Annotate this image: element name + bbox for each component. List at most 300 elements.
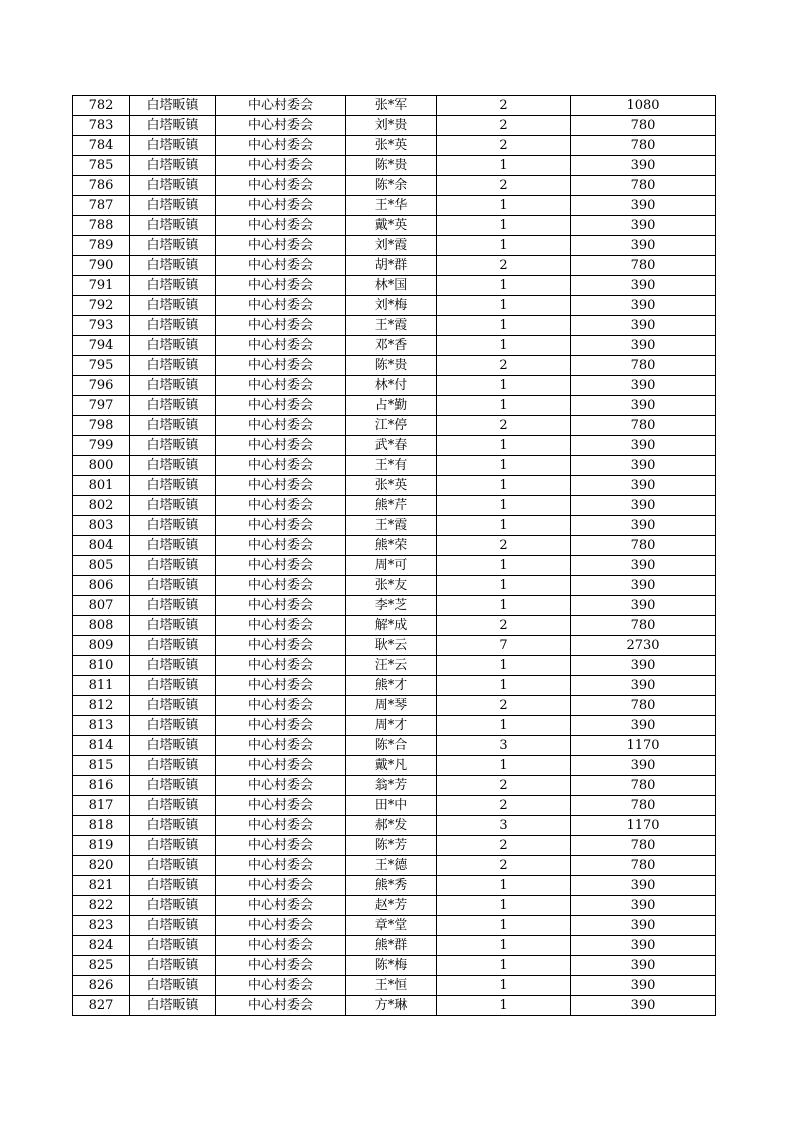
- table-row: [73, 876, 716, 896]
- village-committee-cell: 中心村委会: [216, 476, 346, 496]
- village-committee-cell: 中心村委会: [216, 156, 346, 176]
- table-row: [73, 436, 716, 456]
- name-cell: 胡*群: [346, 256, 437, 276]
- town-cell: 白塔畈镇: [130, 596, 216, 616]
- row-number-cell: 810: [73, 656, 130, 676]
- town-cell: 白塔畈镇: [130, 416, 216, 436]
- amount-cell: 780: [571, 616, 716, 636]
- town-cell: 白塔畈镇: [130, 96, 216, 116]
- town-cell: 白塔畈镇: [130, 376, 216, 396]
- village-committee-cell: 中心村委会: [216, 96, 346, 116]
- amount-cell: 390: [571, 996, 716, 1016]
- table-row: [73, 216, 716, 236]
- village-committee-cell: 中心村委会: [216, 396, 346, 416]
- row-number-cell: 794: [73, 336, 130, 356]
- count-cell: 2: [437, 256, 571, 276]
- count-cell: 1: [437, 276, 571, 296]
- town-cell: 白塔畈镇: [130, 756, 216, 776]
- name-cell: 张*友: [346, 576, 437, 596]
- count-cell: 1: [437, 296, 571, 316]
- row-number-cell: 811: [73, 676, 130, 696]
- amount-cell: 390: [571, 936, 716, 956]
- count-cell: 2: [437, 136, 571, 156]
- town-cell: 白塔畈镇: [130, 836, 216, 856]
- table-row: [73, 636, 716, 656]
- row-number-cell: 824: [73, 936, 130, 956]
- name-cell: 陈*合: [346, 736, 437, 756]
- village-committee-cell: 中心村委会: [216, 736, 346, 756]
- amount-cell: 780: [571, 356, 716, 376]
- roster-table-body: [73, 96, 716, 1016]
- table-row: [73, 316, 716, 336]
- amount-cell: 780: [571, 256, 716, 276]
- village-committee-cell: 中心村委会: [216, 136, 346, 156]
- row-number-cell: 806: [73, 576, 130, 596]
- row-number-cell: 800: [73, 456, 130, 476]
- name-cell: 戴*凡: [346, 756, 437, 776]
- count-cell: 3: [437, 816, 571, 836]
- name-cell: 武*春: [346, 436, 437, 456]
- amount-cell: 780: [571, 416, 716, 436]
- name-cell: 陈*贵: [346, 356, 437, 376]
- table-row: [73, 396, 716, 416]
- town-cell: 白塔畈镇: [130, 816, 216, 836]
- count-cell: 2: [437, 176, 571, 196]
- village-committee-cell: 中心村委会: [216, 696, 346, 716]
- row-number-cell: 802: [73, 496, 130, 516]
- village-committee-cell: 中心村委会: [216, 196, 346, 216]
- village-committee-cell: 中心村委会: [216, 836, 346, 856]
- name-cell: 王*有: [346, 456, 437, 476]
- row-number-cell: 786: [73, 176, 130, 196]
- village-committee-cell: 中心村委会: [216, 756, 346, 776]
- name-cell: 郝*发: [346, 816, 437, 836]
- village-committee-cell: 中心村委会: [216, 336, 346, 356]
- count-cell: 1: [437, 476, 571, 496]
- amount-cell: 390: [571, 476, 716, 496]
- village-committee-cell: 中心村委会: [216, 356, 346, 376]
- amount-cell: 780: [571, 696, 716, 716]
- village-committee-cell: 中心村委会: [216, 376, 346, 396]
- name-cell: 田*中: [346, 796, 437, 816]
- amount-cell: 390: [571, 436, 716, 456]
- amount-cell: 780: [571, 836, 716, 856]
- count-cell: 2: [437, 356, 571, 376]
- table-row: [73, 456, 716, 476]
- count-cell: 1: [437, 456, 571, 476]
- amount-cell: 390: [571, 576, 716, 596]
- name-cell: 王*华: [346, 196, 437, 216]
- row-number-cell: 817: [73, 796, 130, 816]
- name-cell: 刘*霞: [346, 236, 437, 256]
- count-cell: 2: [437, 416, 571, 436]
- amount-cell: 390: [571, 276, 716, 296]
- table-row: [73, 536, 716, 556]
- village-committee-cell: 中心村委会: [216, 616, 346, 636]
- village-committee-cell: 中心村委会: [216, 636, 346, 656]
- amount-cell: 390: [571, 676, 716, 696]
- name-cell: 王*恒: [346, 976, 437, 996]
- table-row: [73, 376, 716, 396]
- row-number-cell: 809: [73, 636, 130, 656]
- amount-cell: 390: [571, 396, 716, 416]
- town-cell: 白塔畈镇: [130, 396, 216, 416]
- name-cell: 熊*荣: [346, 536, 437, 556]
- table-row: [73, 696, 716, 716]
- roster-table: [72, 95, 716, 1016]
- table-row: [73, 136, 716, 156]
- table-row: [73, 416, 716, 436]
- count-cell: 1: [437, 976, 571, 996]
- count-cell: 1: [437, 316, 571, 336]
- row-number-cell: 788: [73, 216, 130, 236]
- village-committee-cell: 中心村委会: [216, 856, 346, 876]
- row-number-cell: 816: [73, 776, 130, 796]
- name-cell: 张*军: [346, 96, 437, 116]
- name-cell: 周*琴: [346, 696, 437, 716]
- count-cell: 1: [437, 556, 571, 576]
- row-number-cell: 819: [73, 836, 130, 856]
- town-cell: 白塔畈镇: [130, 156, 216, 176]
- town-cell: 白塔畈镇: [130, 576, 216, 596]
- table-row: [73, 956, 716, 976]
- count-cell: 3: [437, 736, 571, 756]
- count-cell: 2: [437, 836, 571, 856]
- table-row: [73, 916, 716, 936]
- row-number-cell: 820: [73, 856, 130, 876]
- town-cell: 白塔畈镇: [130, 216, 216, 236]
- town-cell: 白塔畈镇: [130, 876, 216, 896]
- village-committee-cell: 中心村委会: [216, 556, 346, 576]
- amount-cell: 1170: [571, 736, 716, 756]
- town-cell: 白塔畈镇: [130, 316, 216, 336]
- table-row: [73, 296, 716, 316]
- row-number-cell: 826: [73, 976, 130, 996]
- table-row: [73, 896, 716, 916]
- amount-cell: 390: [571, 756, 716, 776]
- amount-cell: 780: [571, 176, 716, 196]
- row-number-cell: 798: [73, 416, 130, 436]
- row-number-cell: 799: [73, 436, 130, 456]
- village-committee-cell: 中心村委会: [216, 436, 346, 456]
- row-number-cell: 797: [73, 396, 130, 416]
- town-cell: 白塔畈镇: [130, 676, 216, 696]
- count-cell: 2: [437, 856, 571, 876]
- table-row: [73, 836, 716, 856]
- count-cell: 2: [437, 696, 571, 716]
- town-cell: 白塔畈镇: [130, 436, 216, 456]
- amount-cell: 390: [571, 456, 716, 476]
- table-row: [73, 616, 716, 636]
- town-cell: 白塔畈镇: [130, 896, 216, 916]
- row-number-cell: 787: [73, 196, 130, 216]
- town-cell: 白塔畈镇: [130, 456, 216, 476]
- village-committee-cell: 中心村委会: [216, 456, 346, 476]
- village-committee-cell: 中心村委会: [216, 536, 346, 556]
- village-committee-cell: 中心村委会: [216, 596, 346, 616]
- row-number-cell: 807: [73, 596, 130, 616]
- row-number-cell: 783: [73, 116, 130, 136]
- amount-cell: 390: [571, 496, 716, 516]
- row-number-cell: 784: [73, 136, 130, 156]
- row-number-cell: 795: [73, 356, 130, 376]
- count-cell: 2: [437, 96, 571, 116]
- row-number-cell: 796: [73, 376, 130, 396]
- row-number-cell: 785: [73, 156, 130, 176]
- amount-cell: 780: [571, 536, 716, 556]
- count-cell: 1: [437, 376, 571, 396]
- amount-cell: 390: [571, 976, 716, 996]
- amount-cell: 780: [571, 136, 716, 156]
- row-number-cell: 805: [73, 556, 130, 576]
- amount-cell: 390: [571, 296, 716, 316]
- table-row: [73, 336, 716, 356]
- count-cell: 1: [437, 156, 571, 176]
- count-cell: 1: [437, 436, 571, 456]
- amount-cell: 390: [571, 596, 716, 616]
- table-row: [73, 576, 716, 596]
- town-cell: 白塔畈镇: [130, 496, 216, 516]
- count-cell: 1: [437, 936, 571, 956]
- table-row: [73, 116, 716, 136]
- count-cell: 1: [437, 516, 571, 536]
- table-row: [73, 936, 716, 956]
- count-cell: 2: [437, 116, 571, 136]
- table-row: [73, 156, 716, 176]
- name-cell: 江*停: [346, 416, 437, 436]
- amount-cell: 390: [571, 556, 716, 576]
- amount-cell: 390: [571, 896, 716, 916]
- table-row: [73, 976, 716, 996]
- table-row: [73, 236, 716, 256]
- count-cell: 2: [437, 536, 571, 556]
- count-cell: 1: [437, 916, 571, 936]
- name-cell: 刘*梅: [346, 296, 437, 316]
- amount-cell: 390: [571, 196, 716, 216]
- row-number-cell: 814: [73, 736, 130, 756]
- table-row: [73, 356, 716, 376]
- name-cell: 耿*云: [346, 636, 437, 656]
- village-committee-cell: 中心村委会: [216, 316, 346, 336]
- count-cell: 1: [437, 676, 571, 696]
- count-cell: 1: [437, 596, 571, 616]
- town-cell: 白塔畈镇: [130, 236, 216, 256]
- town-cell: 白塔畈镇: [130, 196, 216, 216]
- row-number-cell: 803: [73, 516, 130, 536]
- table-row: [73, 756, 716, 776]
- count-cell: 2: [437, 776, 571, 796]
- town-cell: 白塔畈镇: [130, 176, 216, 196]
- town-cell: 白塔畈镇: [130, 916, 216, 936]
- count-cell: 1: [437, 216, 571, 236]
- town-cell: 白塔畈镇: [130, 356, 216, 376]
- amount-cell: 390: [571, 916, 716, 936]
- village-committee-cell: 中心村委会: [216, 936, 346, 956]
- town-cell: 白塔畈镇: [130, 996, 216, 1016]
- village-committee-cell: 中心村委会: [216, 116, 346, 136]
- name-cell: 周*可: [346, 556, 437, 576]
- amount-cell: 390: [571, 956, 716, 976]
- town-cell: 白塔畈镇: [130, 516, 216, 536]
- village-committee-cell: 中心村委会: [216, 976, 346, 996]
- count-cell: 1: [437, 336, 571, 356]
- count-cell: 1: [437, 656, 571, 676]
- town-cell: 白塔畈镇: [130, 736, 216, 756]
- town-cell: 白塔畈镇: [130, 276, 216, 296]
- row-number-cell: 792: [73, 296, 130, 316]
- amount-cell: 2730: [571, 636, 716, 656]
- village-committee-cell: 中心村委会: [216, 576, 346, 596]
- row-number-cell: 782: [73, 96, 130, 116]
- row-number-cell: 793: [73, 316, 130, 336]
- table-row: [73, 516, 716, 536]
- town-cell: 白塔畈镇: [130, 256, 216, 276]
- name-cell: 熊*秀: [346, 876, 437, 896]
- table-row: [73, 996, 716, 1016]
- village-committee-cell: 中心村委会: [216, 216, 346, 236]
- table-row: [73, 196, 716, 216]
- table-row: [73, 796, 716, 816]
- village-committee-cell: 中心村委会: [216, 656, 346, 676]
- name-cell: 熊*群: [346, 936, 437, 956]
- row-number-cell: 812: [73, 696, 130, 716]
- name-cell: 林*国: [346, 276, 437, 296]
- name-cell: 王*德: [346, 856, 437, 876]
- amount-cell: 390: [571, 236, 716, 256]
- count-cell: 1: [437, 196, 571, 216]
- name-cell: 刘*贵: [346, 116, 437, 136]
- village-committee-cell: 中心村委会: [216, 916, 346, 936]
- town-cell: 白塔畈镇: [130, 716, 216, 736]
- table-row: [73, 816, 716, 836]
- row-number-cell: 808: [73, 616, 130, 636]
- name-cell: 陈*芳: [346, 836, 437, 856]
- name-cell: 方*琳: [346, 996, 437, 1016]
- town-cell: 白塔畈镇: [130, 776, 216, 796]
- village-committee-cell: 中心村委会: [216, 716, 346, 736]
- amount-cell: 1080: [571, 96, 716, 116]
- amount-cell: 390: [571, 516, 716, 536]
- table-row: [73, 596, 716, 616]
- row-number-cell: 825: [73, 956, 130, 976]
- amount-cell: 390: [571, 156, 716, 176]
- table-row: [73, 496, 716, 516]
- table-row: [73, 656, 716, 676]
- row-number-cell: 791: [73, 276, 130, 296]
- name-cell: 章*堂: [346, 916, 437, 936]
- row-number-cell: 790: [73, 256, 130, 276]
- village-committee-cell: 中心村委会: [216, 416, 346, 436]
- town-cell: 白塔畈镇: [130, 936, 216, 956]
- name-cell: 林*付: [346, 376, 437, 396]
- village-committee-cell: 中心村委会: [216, 896, 346, 916]
- village-committee-cell: 中心村委会: [216, 996, 346, 1016]
- amount-cell: 390: [571, 316, 716, 336]
- town-cell: 白塔畈镇: [130, 336, 216, 356]
- village-committee-cell: 中心村委会: [216, 176, 346, 196]
- village-committee-cell: 中心村委会: [216, 516, 346, 536]
- village-committee-cell: 中心村委会: [216, 276, 346, 296]
- village-committee-cell: 中心村委会: [216, 236, 346, 256]
- town-cell: 白塔畈镇: [130, 556, 216, 576]
- row-number-cell: 813: [73, 716, 130, 736]
- town-cell: 白塔畈镇: [130, 636, 216, 656]
- table-row: [73, 736, 716, 756]
- table-row: [73, 556, 716, 576]
- village-committee-cell: 中心村委会: [216, 956, 346, 976]
- town-cell: 白塔畈镇: [130, 856, 216, 876]
- town-cell: 白塔畈镇: [130, 656, 216, 676]
- count-cell: 1: [437, 716, 571, 736]
- table-row: [73, 256, 716, 276]
- row-number-cell: 823: [73, 916, 130, 936]
- name-cell: 李*芝: [346, 596, 437, 616]
- village-committee-cell: 中心村委会: [216, 256, 346, 276]
- count-cell: 1: [437, 896, 571, 916]
- village-committee-cell: 中心村委会: [216, 676, 346, 696]
- name-cell: 赵*芳: [346, 896, 437, 916]
- name-cell: 戴*英: [346, 216, 437, 236]
- row-number-cell: 789: [73, 236, 130, 256]
- count-cell: 2: [437, 796, 571, 816]
- count-cell: 7: [437, 636, 571, 656]
- row-number-cell: 818: [73, 816, 130, 836]
- village-committee-cell: 中心村委会: [216, 776, 346, 796]
- name-cell: 张*英: [346, 136, 437, 156]
- town-cell: 白塔畈镇: [130, 976, 216, 996]
- amount-cell: 390: [571, 336, 716, 356]
- amount-cell: 1170: [571, 816, 716, 836]
- count-cell: 1: [437, 756, 571, 776]
- name-cell: 汪*云: [346, 656, 437, 676]
- town-cell: 白塔畈镇: [130, 476, 216, 496]
- town-cell: 白塔畈镇: [130, 536, 216, 556]
- table-row: [73, 176, 716, 196]
- count-cell: 1: [437, 956, 571, 976]
- name-cell: 张*英: [346, 476, 437, 496]
- count-cell: 1: [437, 236, 571, 256]
- name-cell: 解*成: [346, 616, 437, 636]
- name-cell: 王*霞: [346, 316, 437, 336]
- town-cell: 白塔畈镇: [130, 296, 216, 316]
- village-committee-cell: 中心村委会: [216, 796, 346, 816]
- table-row: [73, 276, 716, 296]
- amount-cell: 390: [571, 376, 716, 396]
- count-cell: 1: [437, 496, 571, 516]
- name-cell: 翁*芳: [346, 776, 437, 796]
- name-cell: 王*霞: [346, 516, 437, 536]
- town-cell: 白塔畈镇: [130, 696, 216, 716]
- count-cell: 1: [437, 396, 571, 416]
- row-number-cell: 815: [73, 756, 130, 776]
- name-cell: 陈*贵: [346, 156, 437, 176]
- count-cell: 1: [437, 996, 571, 1016]
- name-cell: 占*勤: [346, 396, 437, 416]
- row-number-cell: 804: [73, 536, 130, 556]
- count-cell: 1: [437, 876, 571, 896]
- row-number-cell: 822: [73, 896, 130, 916]
- row-number-cell: 821: [73, 876, 130, 896]
- town-cell: 白塔畈镇: [130, 136, 216, 156]
- amount-cell: 390: [571, 656, 716, 676]
- name-cell: 熊*才: [346, 676, 437, 696]
- table-row: [73, 716, 716, 736]
- village-committee-cell: 中心村委会: [216, 296, 346, 316]
- table-row: [73, 476, 716, 496]
- village-committee-cell: 中心村委会: [216, 876, 346, 896]
- town-cell: 白塔畈镇: [130, 616, 216, 636]
- row-number-cell: 801: [73, 476, 130, 496]
